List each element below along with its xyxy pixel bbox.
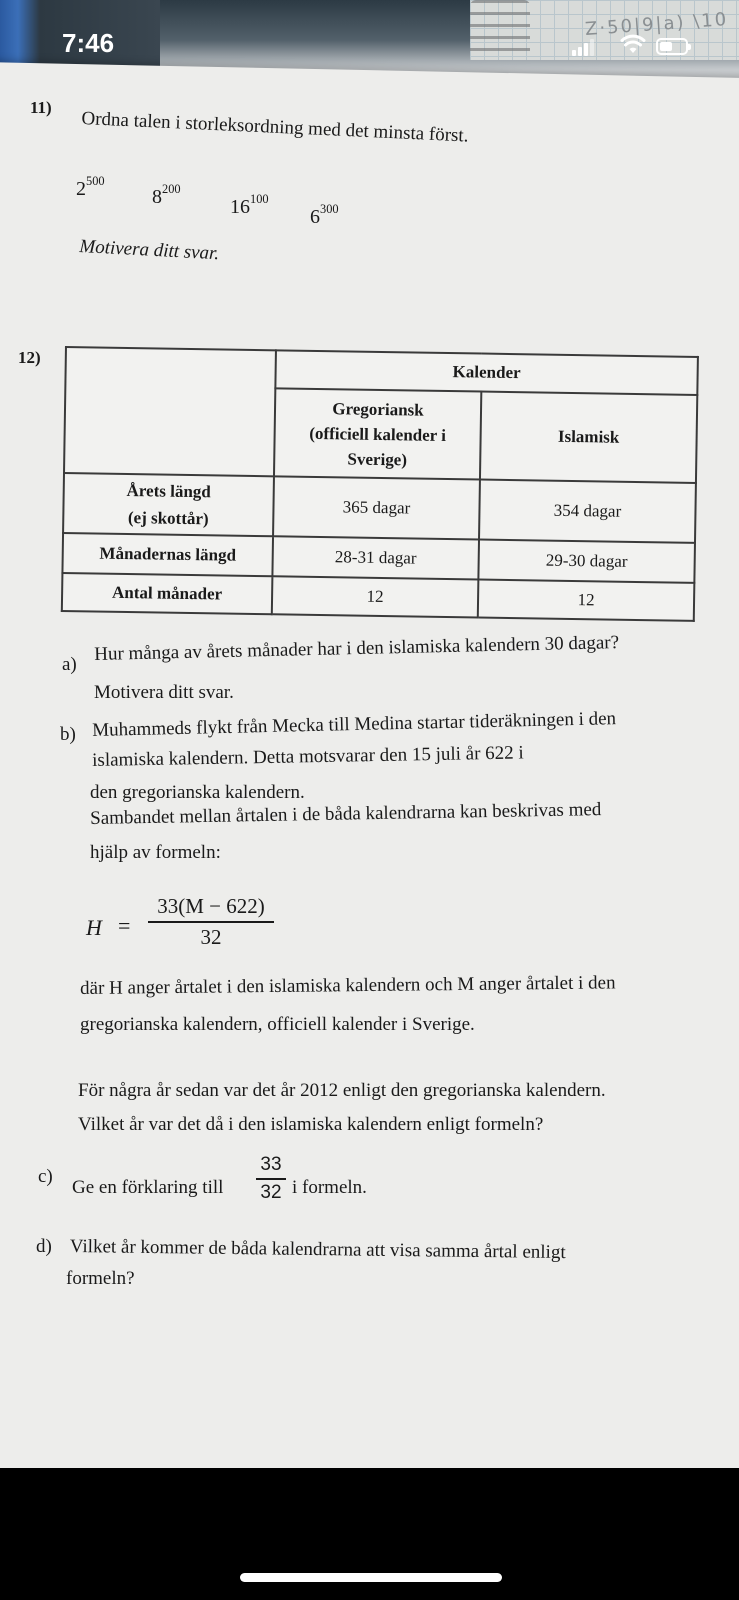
cell-gregorian-month-length: 28-31 dagar xyxy=(272,536,479,579)
fraction-bar xyxy=(256,1178,286,1180)
q11-number: 11) xyxy=(30,98,52,117)
cell-islamic-month-count: 12 xyxy=(478,580,695,621)
q11-prompt: Ordna talen i storleksordning med det minsta först. xyxy=(81,108,469,147)
table-header-gregorian: Gregoriansk (officiell kalender i Sverige) xyxy=(274,388,481,479)
part-a-line-1: Hur många av årets månader har i den islamiska kalendern 30 dagar? xyxy=(94,632,620,665)
part-b-line-5: hjälp av formeln: xyxy=(90,842,221,863)
notebook-scribble: Z·50|9|a) \10 xyxy=(584,9,729,40)
formula-lhs: H xyxy=(86,915,102,940)
cell-islamic-year-length: 354 dagar xyxy=(479,480,696,543)
table-header-kalender: Kalender xyxy=(275,350,698,395)
cellular-signal-icon xyxy=(572,38,596,56)
table-row xyxy=(63,473,696,543)
formula-numerator: 33(M − 622) xyxy=(157,894,265,918)
cell-gregorian-month-count: 12 xyxy=(272,576,479,617)
table-header-islamic: Islamisk xyxy=(480,392,697,483)
calendar-table xyxy=(61,346,699,622)
part-b-line-4: Sambandet mellan årtalen i de båda kalendrarna kan beskrivas med xyxy=(90,799,602,829)
battery-icon xyxy=(656,38,688,55)
part-c-label: c) xyxy=(38,1166,53,1187)
row-label-month-count: Antal månader xyxy=(62,573,273,614)
part-b-explanation-2: gregorianska kalendern, officiell kalender i Sverige. xyxy=(80,1014,475,1035)
part-d-line-2: formeln? xyxy=(66,1268,135,1289)
part-b-explanation-1: där H anger årtalet i den islamiska kalendern och M anger årtalet i den xyxy=(80,972,616,999)
part-c-numerator: 33 xyxy=(260,1154,282,1175)
part-a-line-2: Motivera ditt svar. xyxy=(94,682,234,703)
part-c-fraction xyxy=(256,1154,286,1204)
cell-gregorian-year-length: 365 dagar xyxy=(273,476,480,539)
part-b-line-1: Muhammeds flykt från Mecka till Medina startar tideräkningen i den xyxy=(92,708,617,741)
status-clock: 7:46 xyxy=(62,28,115,58)
part-a-label: a) xyxy=(62,654,77,675)
q11-number-3: $16^{100}$ xyxy=(230,192,269,218)
part-c-text-after: i formeln. xyxy=(292,1177,367,1198)
part-d-line-1: Vilket år kommer de båda kalendrarna att visa samma årtal enligt xyxy=(69,1236,566,1264)
q11-motivate: Motivera ditt svar. xyxy=(78,236,220,265)
status-bar xyxy=(0,0,739,60)
row-label-month-length: Månadernas längd xyxy=(62,533,273,576)
q11-number-4: $6^{300}$ xyxy=(310,202,339,228)
formula-fraction xyxy=(148,894,274,950)
part-d-label: d) xyxy=(36,1236,52,1257)
formula-equals: = xyxy=(118,913,131,938)
cell-islamic-month-length: 29-30 dagar xyxy=(478,540,695,583)
home-indicator[interactable] xyxy=(240,1573,502,1582)
part-c-denominator: 32 xyxy=(260,1182,282,1203)
row-label-year-length: Årets längd (ej skottår) xyxy=(63,473,274,536)
formula-denominator: 32 xyxy=(200,925,222,949)
part-c-text-before: Ge en förklaring till xyxy=(72,1177,224,1198)
part-b-line-2: islamiska kalendern. Detta motsvarar den 15 juli år 622 i xyxy=(92,742,524,771)
part-b-label: b) xyxy=(60,724,76,745)
part-b-line-3: den gregorianska kalendern. xyxy=(90,782,305,803)
part-b-question-2: Vilket år var det då i den islamiska kalendern enligt formeln? xyxy=(78,1114,544,1135)
fraction-bar xyxy=(148,921,274,923)
part-b-question-1: För några år sedan var det år 2012 enligt den gregorianska kalendern. xyxy=(78,1080,606,1101)
q12-number: 12) xyxy=(18,348,41,367)
wifi-icon xyxy=(620,34,646,54)
q11-number-2: $8^{200}$ xyxy=(152,182,181,208)
q11-number-1: $2^{500}$ xyxy=(76,174,105,200)
table-corner-cell xyxy=(64,347,276,476)
